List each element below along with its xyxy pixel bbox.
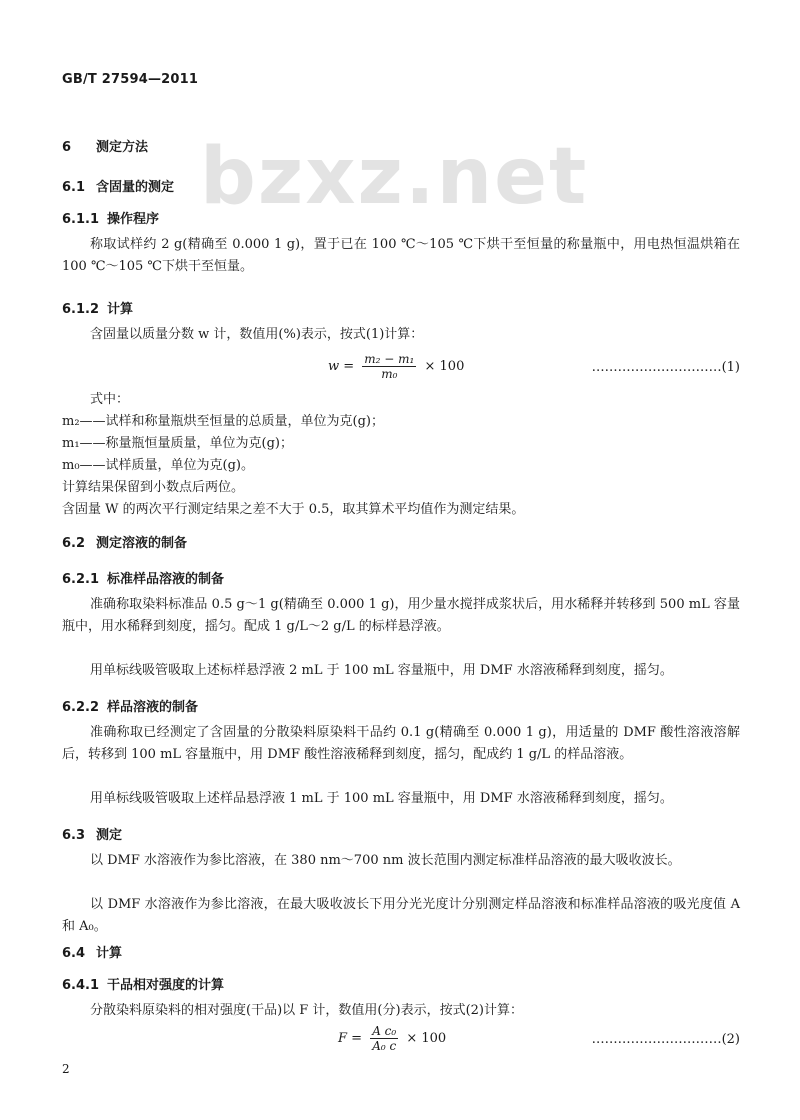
heading-number: 6.3 (62, 828, 86, 843)
heading-number: 6.2.1 (62, 572, 100, 587)
heading-number: 6.4 (62, 946, 86, 961)
heading-title: 样品溶液的制备 (107, 700, 199, 715)
heading-6-4-1 (62, 974, 224, 993)
heading-title: 标准样品溶液的制备 (107, 572, 225, 587)
paragraph: 计算结果保留到小数点后两位。 (62, 480, 245, 495)
page-number: 2 (62, 1062, 70, 1076)
heading-6-1-1 (62, 208, 159, 227)
paragraph: 用单标线吸管吸取上述标样悬浮液 2 mL 于 100 mL 容量瓶中，用 DMF 水溶液稀释到刻度，摇匀。 (90, 663, 673, 678)
heading-title: 操作程序 (107, 212, 160, 227)
formula-fraction (362, 352, 416, 381)
fraction-denominator: m₀ (381, 367, 398, 381)
paragraph: 称取试样约 2 g(精确至 0.000 1 g)，置于已在 100 ℃～105 ℃下烘干至恒量的称量瓶中，用电热恒温烘箱在 100 ℃～105 ℃下烘干至恒量。 (62, 237, 740, 274)
heading-number: 6.1.2 (62, 302, 100, 317)
heading-6-4 (62, 942, 122, 961)
heading-6-2 (62, 532, 187, 551)
formula-1 (328, 352, 464, 381)
standard-code: GB/T 27594—2011 (62, 72, 199, 87)
formula-lhs: w = (328, 359, 355, 374)
paragraph: 准确称取染料标准品 0.5 g～1 g(精确至 0.000 1 g)，用少量水搅拌成浆状后，用水稀释并转移到 500 mL 容量瓶中，用水稀释到刻度，摇匀。配成 1 g/L～2 g/L 的标样悬浮液。 (62, 597, 740, 634)
heading-title: 测定溶液的制备 (96, 536, 188, 551)
heading-title: 计算 (96, 946, 123, 961)
heading-title: 含固量的测定 (96, 180, 175, 195)
paragraph: 用单标线吸管吸取上述样品悬浮液 1 mL 于 100 mL 容量瓶中，用 DMF 水溶液稀释到刻度，摇匀。 (90, 791, 673, 806)
variable-definition: m₀——试样质量，单位为克(g)。 (62, 458, 255, 473)
variable-definition: m₁——称量瓶恒量质量，单位为克(g)； (62, 436, 294, 451)
heading-6-3 (62, 824, 122, 843)
heading-title: 干品相对强度的计算 (107, 978, 225, 993)
heading-number: 6 (62, 140, 72, 155)
formula-tail: × 100 (406, 1031, 447, 1046)
heading-6 (62, 136, 148, 155)
heading-6-1 (62, 176, 174, 195)
variable-definition: m₂——试样和称量瓶烘至恒量的总质量，单位为克(g)； (62, 414, 385, 429)
heading-6-1-2 (62, 298, 133, 317)
paragraph: 分散染料原染料的相对强度(干品)以 F 计，数值用(分)表示，按式(2)计算： (90, 1003, 523, 1018)
fraction-numerator: A c₀ (372, 1024, 397, 1038)
formula-tail: × 100 (424, 359, 465, 374)
heading-number: 6.1 (62, 180, 86, 195)
formula-2 (338, 1024, 446, 1053)
heading-number: 6.2.2 (62, 700, 100, 715)
heading-title: 测定 (96, 828, 123, 843)
heading-number: 6.4.1 (62, 978, 100, 993)
equation-number: …………………………(2) (591, 1032, 740, 1047)
paragraph: 准确称取已经测定了含固量的分散染料原染料干品约 0.1 g(精确至 0.000 1 g)，用适量的 DMF 酸性溶液溶解后，转移到 100 mL 容量瓶中，用 DMF 酸性溶液稀释到刻度，摇匀，配成约 1 g/L 的样品溶液。 (62, 725, 740, 762)
paragraph: 以 DMF 水溶液作为参比溶液，在最大吸收波长下用分光光度计分别测定样品溶液和标准样品溶液的吸光度值 A 和 A₀。 (62, 897, 740, 934)
heading-6-2-1 (62, 568, 224, 587)
fraction-denominator: A₀ c (372, 1039, 397, 1053)
fraction-numerator: m₂ − m₁ (364, 352, 415, 366)
paragraph: 含固量以质量分数 w 计，数值用(%)表示，按式(1)计算： (90, 327, 424, 342)
heading-number: 6.1.1 (62, 212, 100, 227)
watermark: bzxz.net (200, 132, 589, 222)
paragraph: 含固量 W 的两次平行测定结果之差不大于 0.5，取其算术平均值作为测定结果。 (62, 502, 525, 517)
heading-title: 测定方法 (96, 140, 149, 155)
equation-number: …………………………(1) (591, 360, 740, 375)
where-label: 式中： (90, 392, 130, 407)
formula-fraction (370, 1024, 398, 1053)
heading-number: 6.2 (62, 536, 86, 551)
heading-title: 计算 (107, 302, 134, 317)
paragraph: 以 DMF 水溶液作为参比溶液，在 380 nm～700 nm 波长范围内测定标准样品溶液的最大吸收波长。 (90, 853, 681, 868)
heading-6-2-2 (62, 696, 198, 715)
formula-lhs: F = (338, 1031, 363, 1046)
